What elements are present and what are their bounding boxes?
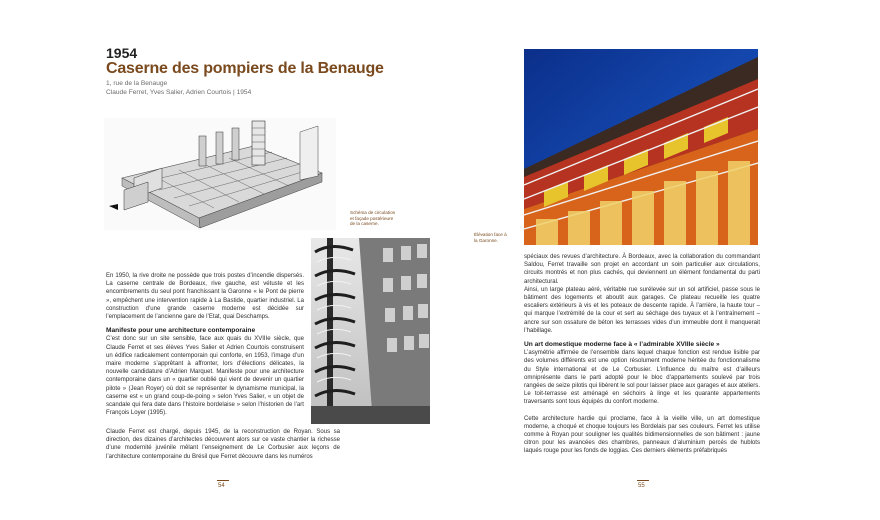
page-number: 54 <box>218 483 225 489</box>
caption-line: la Garonne. <box>474 237 499 243</box>
right-column-text <box>524 253 760 456</box>
paragraph: L’asymétrie affirmée de l’ensemble dans lequel chaque fonction est rendue lisible par des volumes différents est une option résolument moderne héritée du fonctionnalisme du Style international et de Le Corbusier. L’influence du maître est d’ailleurs omniprésente dans le parti adopté pour le bloc d’appartements soulevé par trois rangées de seize pilotis qui libèrent le sol pour laisser place aux garages et aux ateliers. Le toit-terrasse est aménagé en séchoirs à linge et les quarante appartements traversants sont tous équipés du confort moderne. <box>524 350 760 406</box>
spiral-stair-photo <box>311 238 430 424</box>
section-heading: Manifeste pour une architecture contemporaine <box>106 327 256 335</box>
page-number: 55 <box>638 483 645 489</box>
page-number-rule <box>637 480 649 481</box>
facade-color-photo <box>524 49 758 245</box>
left-column-text-top <box>106 272 304 417</box>
caption-line: de la caserne. <box>350 221 379 227</box>
paragraph: Cette architecture hardie qui proclame, face à la vieille ville, un art domestique moderne, a choqué et choque toujours les Bordelais par ses couleurs. Ferret les utilise comme à Royan pour souligner les qualités bidimensionnelles de son bâtiment : jaune citron pour les avancées des chambres, panneaux d’aluminium percés de hublots laqués rouge pour les fonds de loggias. Ces derniers éléments préfabriqués <box>524 415 760 455</box>
paragraph: Ainsi, un large plateau aéré, véritable rue surélevée sur un sol artificiel, passe sous le bâtiment des logements et aboutit aux garages. Ce plateau recueille les quatre escaliers extérieurs à vis et les poteaux de descente rapide. À l’arrière, la haute tour – qui marque l’extrémité de la cour et sert au séchage des tuyaux et à l’entraînement – ancre sur son ossature de béton les terrasses vides d’un immeuble dont il manquerait l’habillage. <box>524 286 760 334</box>
paragraph: C’est donc sur un site sensible, face aux quais du XVIIIe siècle, que Claude Ferret et ses élèves Yves Salier et Adrien Courtois construisent un édifice radicalement contemporain qui conforte, en 1953, l’image d’un maire moderne s’apprêtant à affronter, lors d’élections délicates, la nouvelle candidature d’Adrien Marquet. Manifeste pour une architecture contemporaine dans un « quartier oublié qui vient de devenir un quartier pilote » (Jean Royer) où doit se représenter le dynamisme municipal, la caserne est « un grand coup-de-poing » selon Yves Salier, « un objet de scandale qui fera date dans l’histoire bordelaise » selon l’historien de l’art François Loyer (1995). <box>106 336 304 417</box>
paragraph: En 1950, la rive droite ne possède que trois postes d’incendie dispersés. La caserne centrale de Bordeaux, rive gauche, est vétuste et les encombrements du seul pont franchissant la Garonne « le Pont de pierre », empêchent une intervention rapide à La Bastide, quartier industriel. La construction d’une grande caserne moderne est décidée sur l’emplacement de l’ancienne gare de l’Etat, quai Deschamps. <box>106 273 304 321</box>
caption-elevation <box>474 232 507 243</box>
right-page <box>440 0 880 520</box>
left-column-text-bottom <box>106 428 340 461</box>
paragraph: spéciaux des revues d’architecture. À Bordeaux, avec la collaboration du commandant Saldou, Ferret travaille son projet en accordant un soin particulier aux circulations, circuits montrés et non plus cachés, qui deviennent un élément fondamental du parti architectural. <box>524 254 760 285</box>
year-heading: 1954 <box>106 45 138 61</box>
caption-line: Schéma de circulation <box>350 210 396 215</box>
axonometric-drawing <box>104 118 336 230</box>
caption-line: Élévation face à <box>474 232 507 237</box>
page-number-rule <box>217 480 229 481</box>
paragraph: Claude Ferret est chargé, depuis 1945, de la reconstruction de Royan. Sous sa direction, des dizaines d’architectes découvrent alors sur ce vaste chantier la richesse d’une modernité juvénile mêlant l’enseignement de Le Corbusier aux leçons de l’architecture contemporaine du Brésil que Ferret découvre dans les numéros <box>106 429 340 460</box>
caption-circulation <box>350 210 395 227</box>
caption-line: et façade postérieure <box>350 215 394 221</box>
page-title: Caserne des pompiers de la Benauge <box>106 60 384 77</box>
address: 1, rue de la Benauge <box>106 80 168 87</box>
section-heading: Un art domestique moderne face à « l’admirable XVIIIe siècle » <box>524 341 720 349</box>
architects-line: Claude Ferret, Yves Salier, Adrien Courtois | 1954 <box>106 89 252 96</box>
